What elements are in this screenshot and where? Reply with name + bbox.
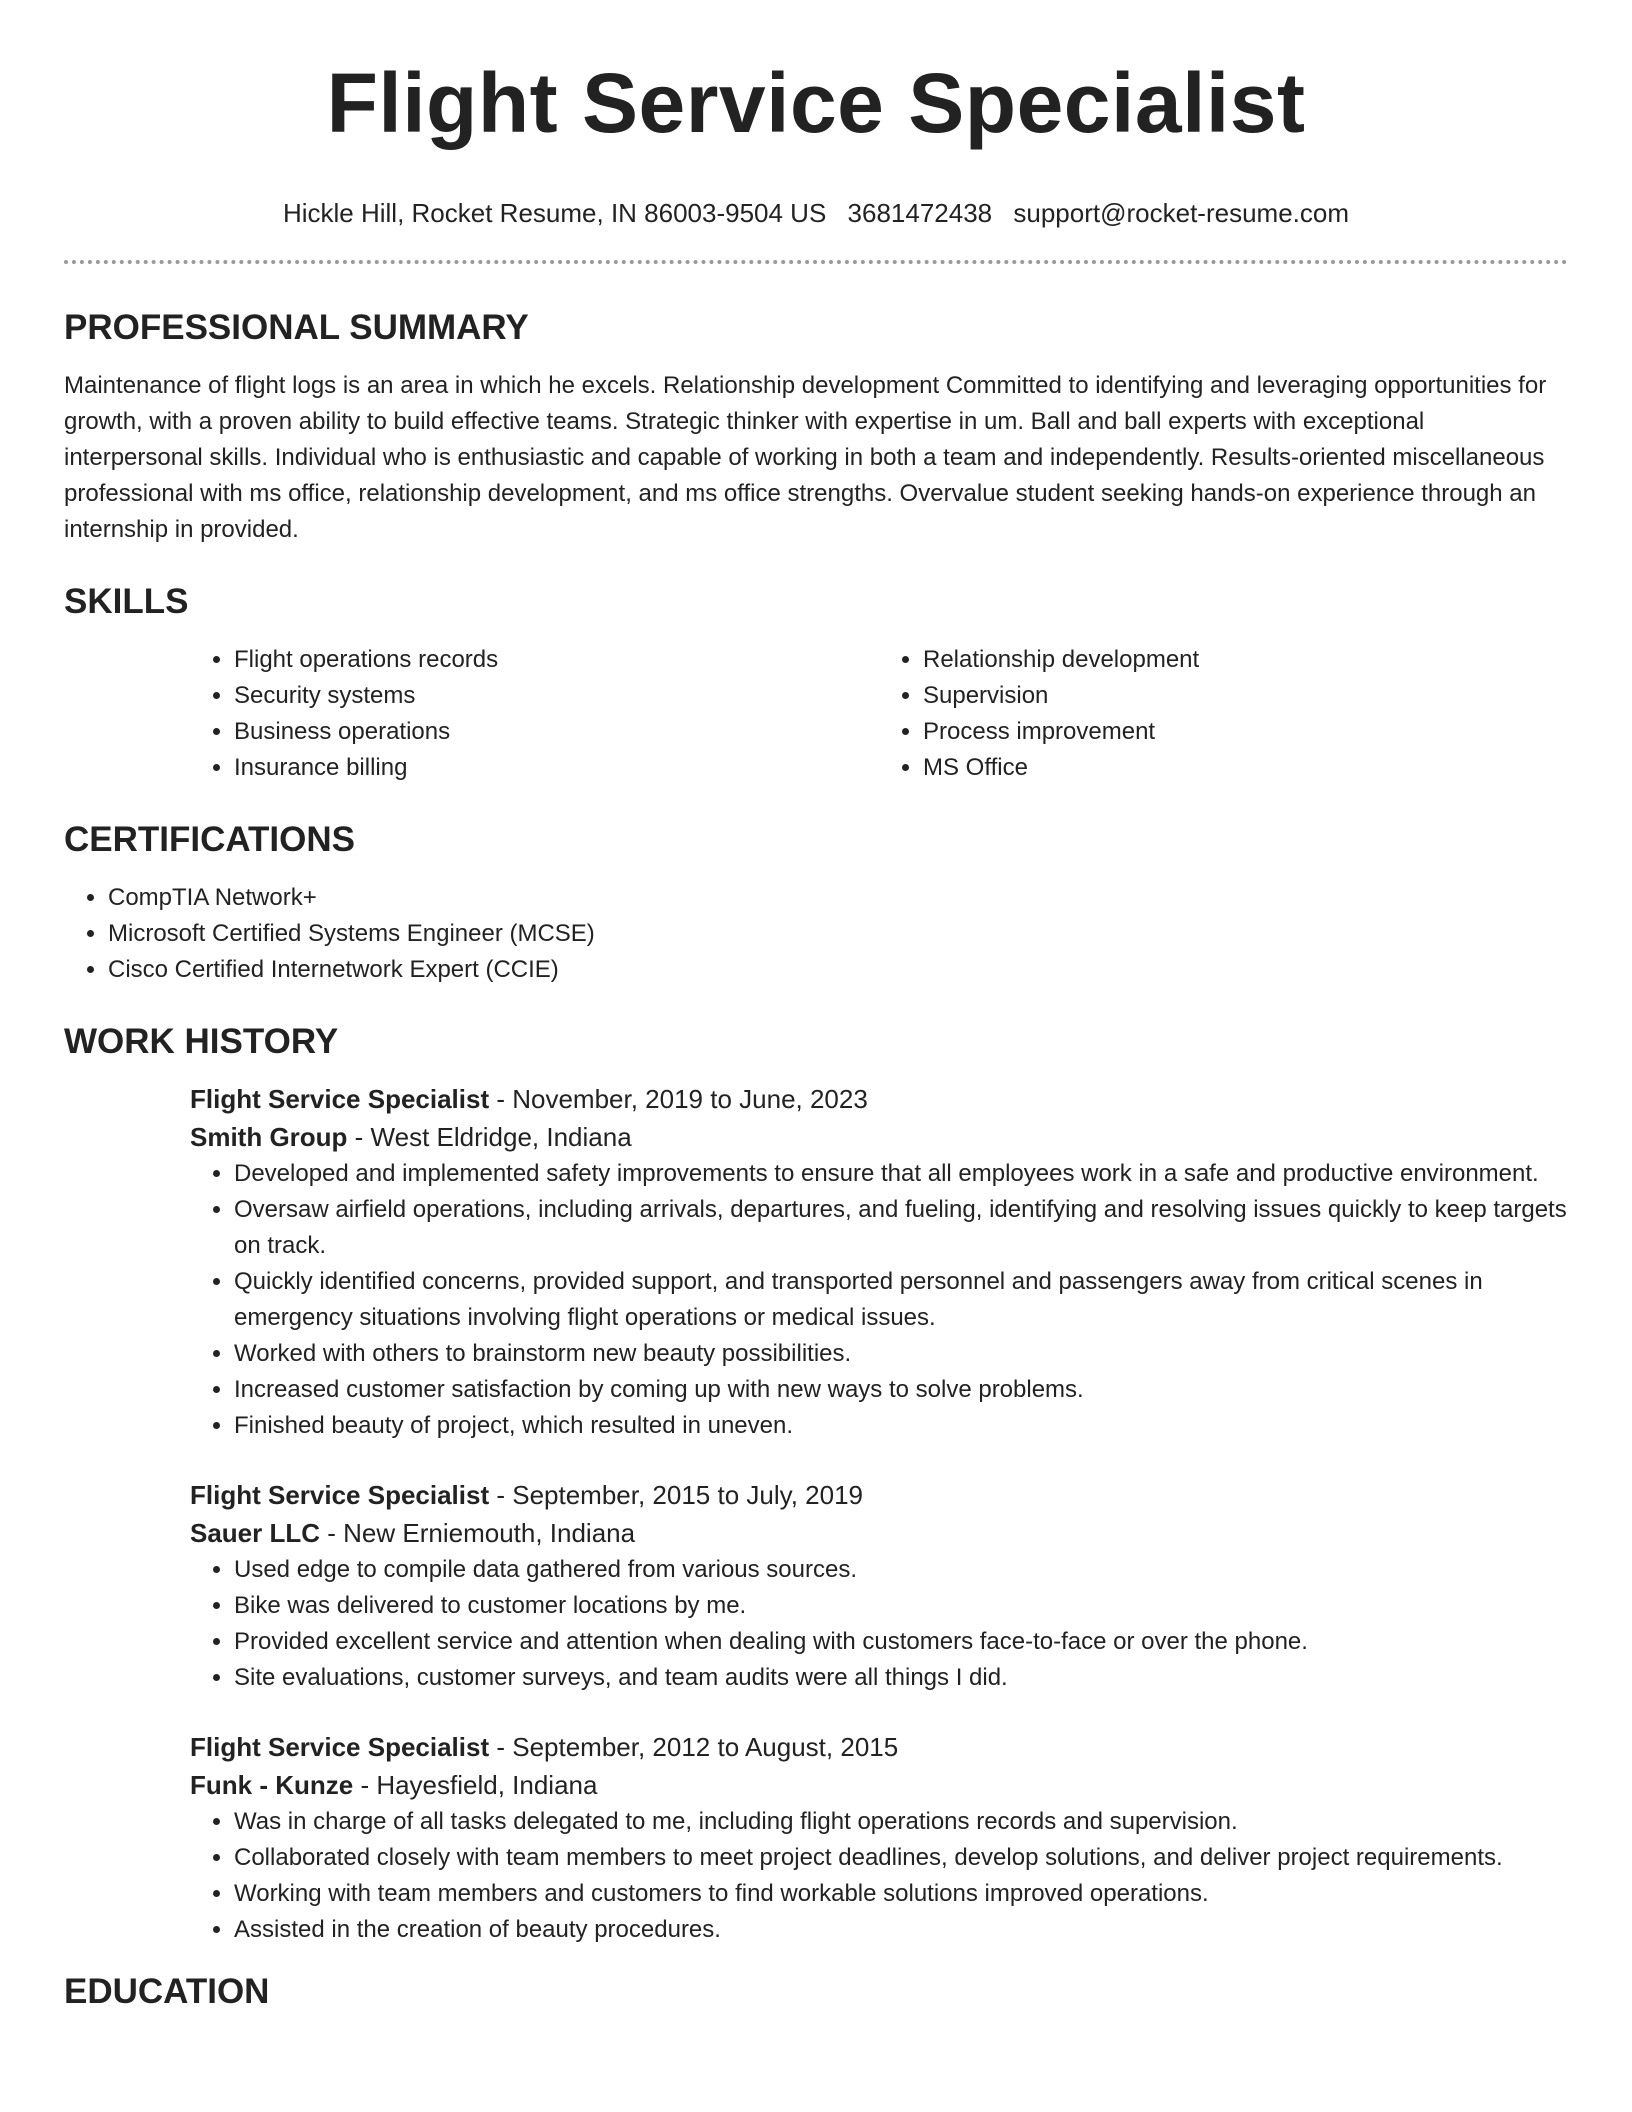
job-bullets	[190, 1552, 1568, 1696]
job-title-line	[190, 1728, 1568, 1766]
certification-item: • Microsoft Certified Systems Engineer (MCSE)	[108, 916, 1568, 952]
job-entry	[190, 1728, 1568, 1948]
job-title-line	[190, 1080, 1568, 1118]
contact-address: Hickle Hill, Rocket Resume, IN 86003-9504 US	[282, 198, 827, 228]
job-bullet: • Finished beauty of project, which resulted in uneven.	[234, 1408, 1568, 1444]
job-bullet: • Quickly identified concerns, provided support, and transported personnel and passengers away from critical scenes in emergency situations involving flight operations or medical issues.	[234, 1264, 1568, 1336]
job-bullet: • Provided excellent service and attention when dealing with customers face-to-face or over the phone.	[234, 1624, 1568, 1660]
education-heading: EDUCATION	[64, 1972, 270, 2011]
skills-column-right	[879, 642, 1568, 786]
job-bullet: • Collaborated closely with team members to meet project deadlines, develop solutions, and deliver project requirements.	[234, 1840, 1568, 1876]
skill-item: • Flight operations records	[234, 642, 879, 678]
skill-item: • Security systems	[234, 678, 879, 714]
job-dates: - September, 2012 to August, 2015	[489, 1732, 899, 1762]
contact-line	[64, 198, 1568, 228]
certifications-list	[64, 880, 1568, 988]
job-company-line	[190, 1766, 1568, 1804]
job-bullet: • Working with team members and customers to find workable solutions improved operations.	[234, 1876, 1568, 1912]
job-company: Funk - Kunze	[190, 1770, 354, 1800]
job-dates: - September, 2015 to July, 2019	[489, 1480, 863, 1510]
skill-item: • Relationship development	[923, 642, 1568, 678]
certification-item: • Cisco Certified Internetwork Expert (CCIE)	[108, 952, 1568, 988]
summary-heading: PROFESSIONAL SUMMARY	[64, 308, 529, 347]
job-company: Smith Group	[190, 1122, 348, 1152]
job-location: - Hayesfield, Indiana	[353, 1770, 598, 1800]
skill-item: • Business operations	[234, 714, 879, 750]
job-bullets	[190, 1804, 1568, 1948]
job-role: Flight Service Specialist	[190, 1084, 490, 1114]
job-bullet: • Worked with others to brainstorm new beauty possibilities.	[234, 1336, 1568, 1372]
job-company: Sauer LLC	[190, 1518, 321, 1548]
job-bullet: • Bike was delivered to customer locations by me.	[234, 1588, 1568, 1624]
job-bullet: • Assisted in the creation of beauty procedures.	[234, 1912, 1568, 1948]
job-bullet: • Oversaw airfield operations, including arrivals, departures, and fueling, identifying and resolving issues quickly to keep targets on track.	[234, 1192, 1568, 1264]
certification-item: • CompTIA Network+	[108, 880, 1568, 916]
skills-column-left	[190, 642, 879, 786]
contact-email: support@rocket-resume.com	[1013, 198, 1350, 228]
job-entry	[190, 1080, 1568, 1444]
contact-phone: 3681472438	[847, 198, 993, 228]
skill-item: • Insurance billing	[234, 750, 879, 786]
resume-name: Flight Service Specialist	[326, 56, 1306, 150]
job-title-line	[190, 1476, 1568, 1514]
job-role: Flight Service Specialist	[190, 1732, 490, 1762]
skills-list	[190, 642, 1568, 786]
skill-item: • Supervision	[923, 678, 1568, 714]
job-location: - West Eldridge, Indiana	[347, 1122, 632, 1152]
work-history-heading: WORK HISTORY	[64, 1022, 339, 1061]
job-location: - New Erniemouth, Indiana	[320, 1518, 636, 1548]
job-role: Flight Service Specialist	[190, 1480, 490, 1510]
job-entry	[190, 1476, 1568, 1696]
job-bullet: • Used edge to compile data gathered from various sources.	[234, 1552, 1568, 1588]
skill-item: • MS Office	[923, 750, 1568, 786]
job-dates: - November, 2019 to June, 2023	[489, 1084, 868, 1114]
job-bullet: • Site evaluations, customer surveys, and team audits were all things I did.	[234, 1660, 1568, 1696]
job-company-line	[190, 1118, 1568, 1156]
skills-heading: SKILLS	[64, 582, 189, 621]
header-divider	[64, 260, 1568, 264]
summary-text: Maintenance of flight logs is an area in which he excels. Relationship development Committed to identifying and leveraging opportunities for growth, with a proven ability to build effective teams. Strategic thinker with expertise in um. Ball and ball experts with exceptional interpersonal skills. Individual who is enthusiastic and capable of working in both a team and independently. Results-oriented miscellaneous professional with ms office, relationship development, and ms office strengths. Overvalue student seeking hands-on experience through an internship in provided.	[64, 372, 1547, 543]
job-company-line	[190, 1514, 1568, 1552]
job-bullets	[190, 1156, 1568, 1444]
skill-item: • Process improvement	[923, 714, 1568, 750]
job-bullet: • Was in charge of all tasks delegated to me, including flight operations records and supervision.	[234, 1804, 1568, 1840]
job-bullet: • Increased customer satisfaction by coming up with new ways to solve problems.	[234, 1372, 1568, 1408]
job-bullet: • Developed and implemented safety improvements to ensure that all employees work in a safe and productive environment.	[234, 1156, 1568, 1192]
certifications-heading: CERTIFICATIONS	[64, 820, 356, 859]
